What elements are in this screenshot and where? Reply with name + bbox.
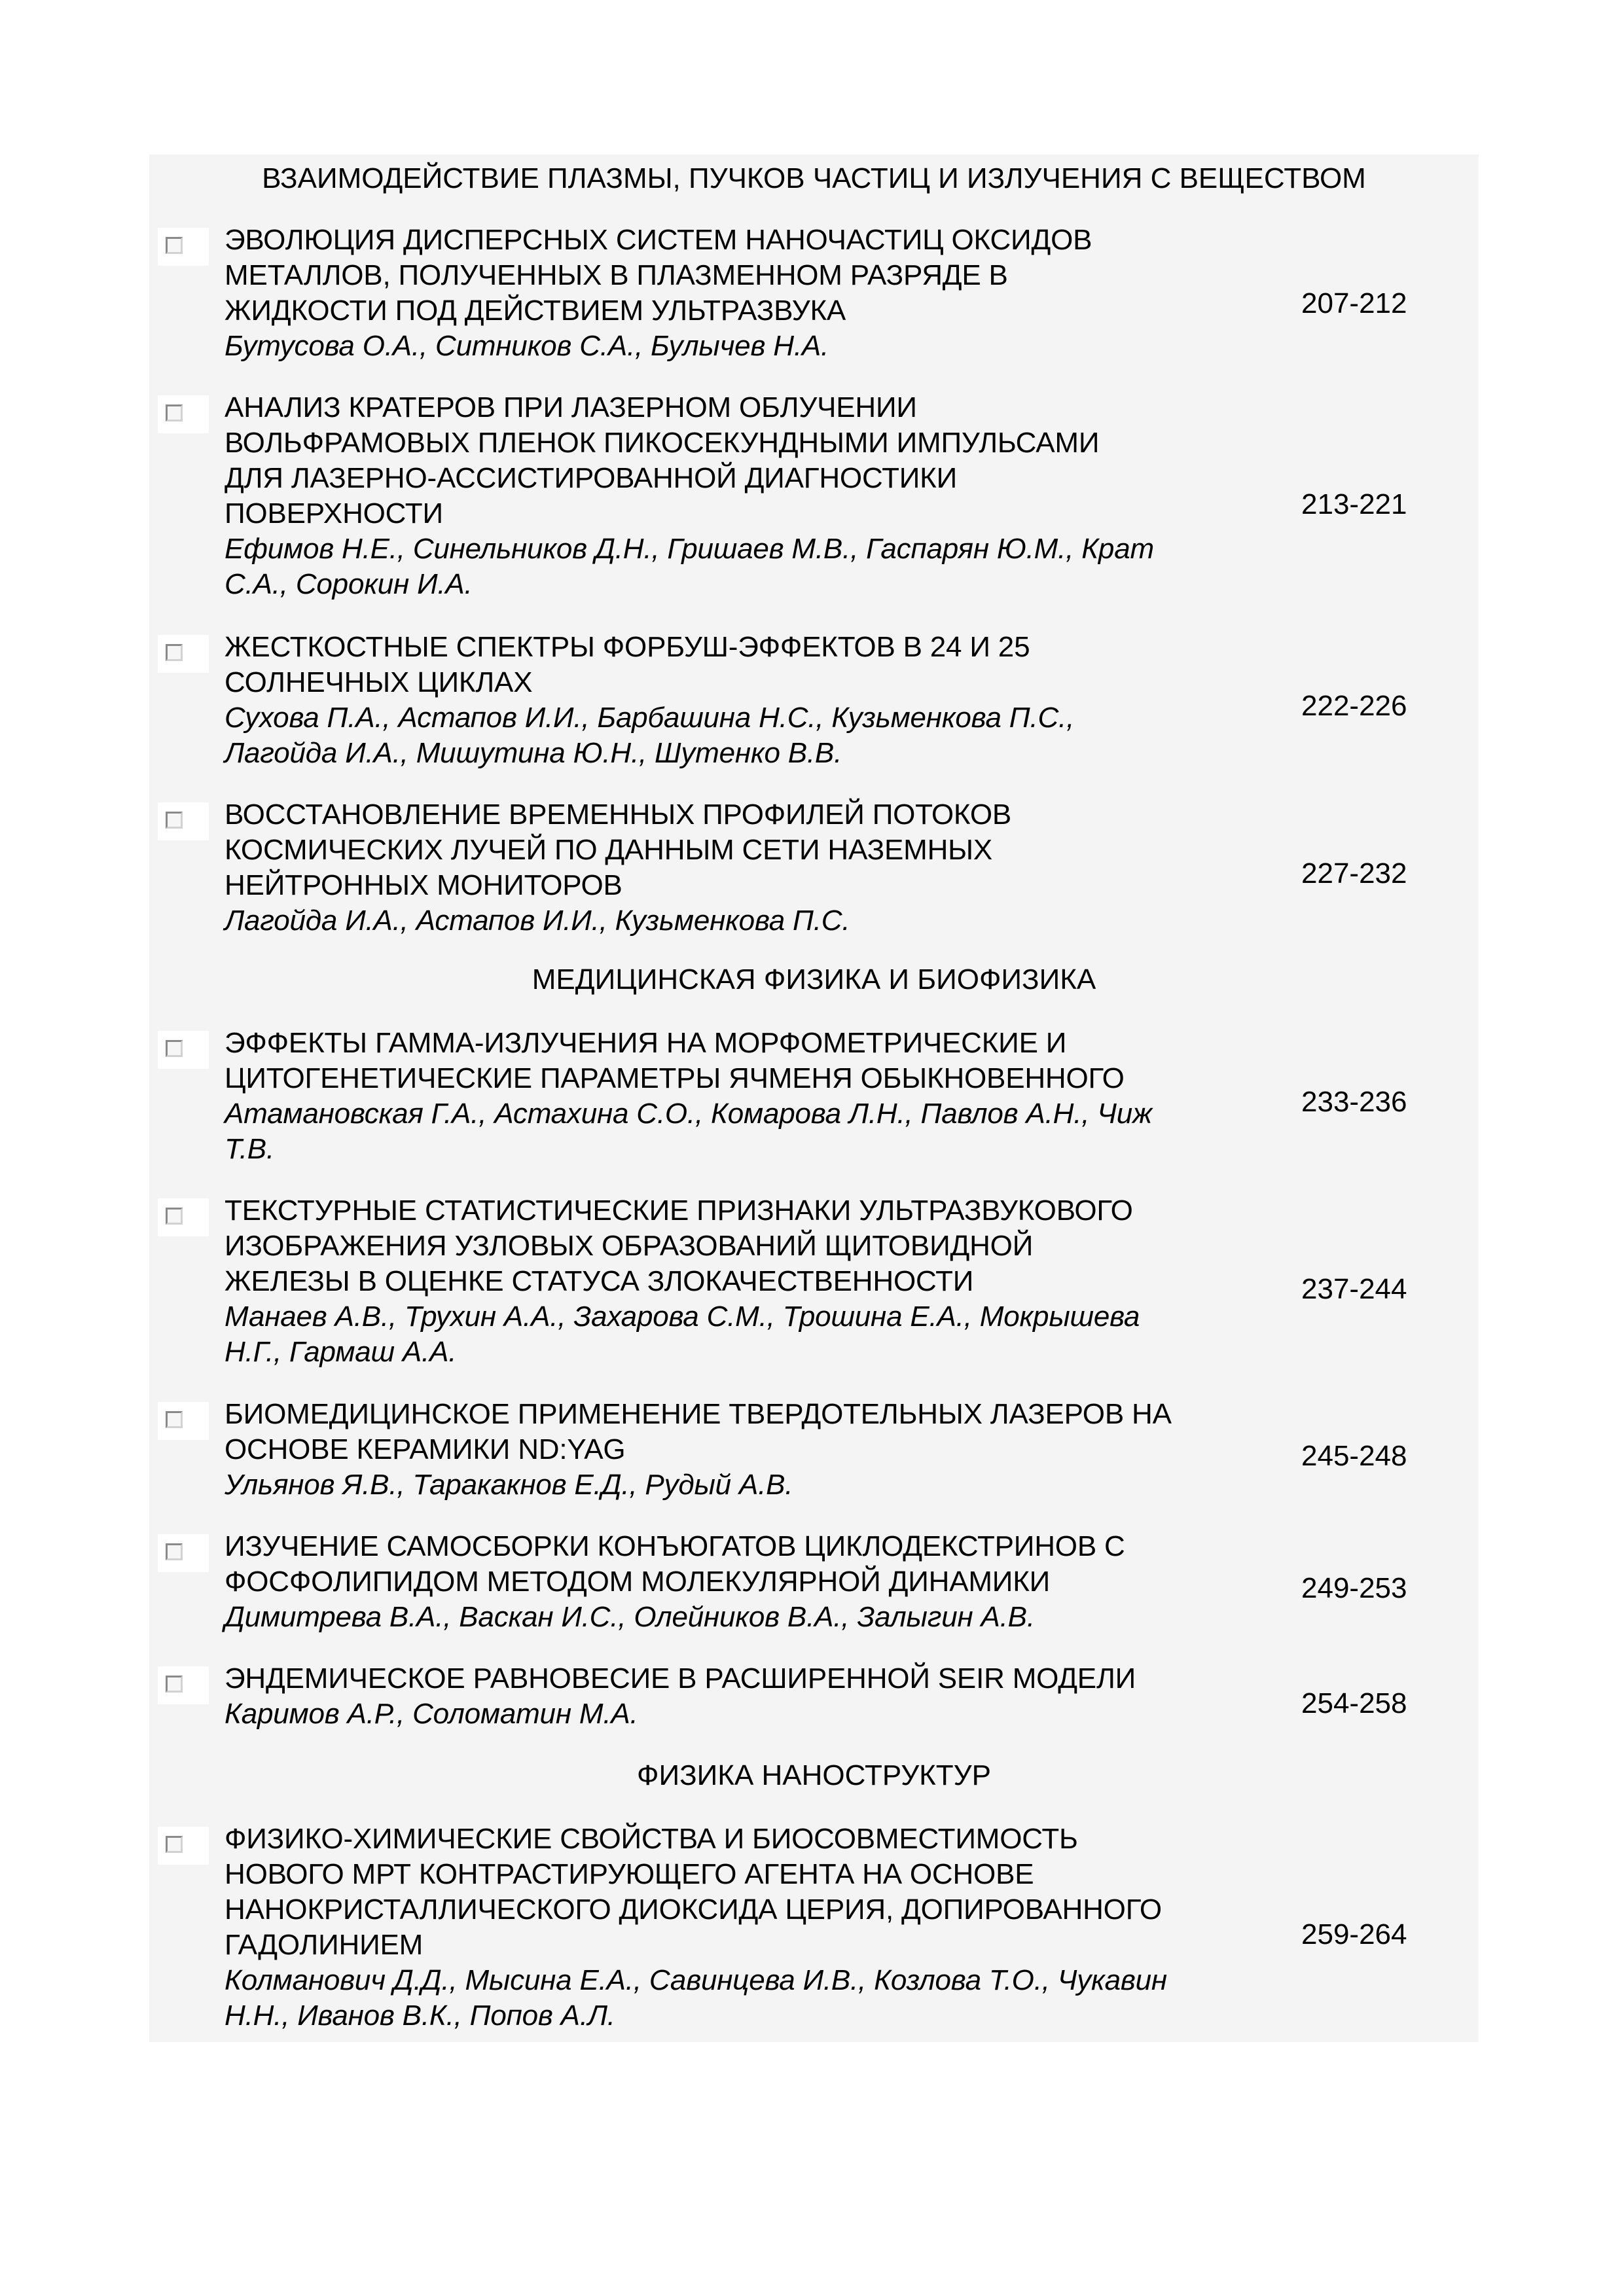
article-authors: Димитрева В.А., Васкан И.С., Олейников В.А., Залыгин А.В.	[225, 1601, 1035, 1633]
article-pages: 233-236	[1301, 1086, 1407, 1118]
checkbox-icon	[166, 812, 183, 829]
article-pages: 237-244	[1301, 1273, 1407, 1305]
article-pages: 249-253	[1301, 1572, 1407, 1604]
article-authors: Лагойда И.А., Астапов И.И., Кузьменкова П.С.	[225, 905, 850, 937]
checkbox-icon	[166, 1543, 183, 1560]
article-authors: Каримов А.Р., Соломатин М.А.	[225, 1698, 638, 1730]
article-title[interactable]: ТЕКСТУРНЫЕ СТАТИСТИЧЕСКИЕ ПРИЗНАКИ УЛЬТРАЗВУКОВОГО ИЗОБРАЖЕНИЯ УЗЛОВЫХ ОБРАЗОВАНИЙ ЩИТОВИДНОЙ ЖЕЛЕЗЫ В ОЦЕНКЕ СТАТУСА ЗЛОКАЧЕСТВЕННОСТИ	[225, 1194, 1133, 1297]
article-title[interactable]: ЭФФЕКТЫ ГАММА-ИЗЛУЧЕНИЯ НА МОРФОМЕТРИЧЕСКИЕ И ЦИТОГЕНЕТИЧЕСКИЕ ПАРАМЕТРЫ ЯЧМЕНЯ ОБЫКНОВЕННОГО	[225, 1027, 1125, 1094]
select-checkbox[interactable]	[158, 1031, 209, 1069]
article-title[interactable]: ЖЕСТКОСТНЫЕ СПЕКТРЫ ФОРБУШ-ЭФФЕКТОВ В 24 И 25 СОЛНЕЧНЫХ ЦИКЛАХ	[225, 631, 1030, 698]
select-checkbox[interactable]	[158, 395, 209, 433]
select-checkbox[interactable]	[158, 1666, 209, 1704]
article-text	[225, 1397, 1246, 1503]
checkbox-icon	[166, 1836, 183, 1853]
article-authors: Сухова П.А., Астапов И.И., Барбашина Н.С., Кузьменкова П.С., Лагойда И.А., Мишутина Ю.Н., Шутенко В.В.	[225, 702, 1075, 769]
select-checkbox[interactable]	[158, 802, 209, 840]
checkbox-icon	[166, 237, 183, 254]
article-pages: 207-212	[1301, 287, 1407, 319]
article-authors: Ефимов Н.Е., Синельников Д.Н., Гришаев М.В., Гаспарян Ю.М., Крат С.А., Сорокин И.А.	[225, 533, 1154, 600]
article-text	[225, 1661, 1246, 1732]
article-pages: 245-248	[1301, 1440, 1407, 1472]
select-checkbox[interactable]	[158, 1827, 209, 1865]
article-authors: Манаев А.В., Трухин А.А., Захарова С.М., Трошина Е.А., Мокрышева Н.Г., Гармаш А.А.	[225, 1300, 1140, 1368]
article-title[interactable]: ФИЗИКО-ХИМИЧЕСКИЕ СВОЙСТВА И БИОСОВМЕСТИМОСТЬ НОВОГО МРТ КОНТРАСТИРУЮЩЕГО АГЕНТА НА ОСНОВЕ НАНОКРИСТАЛЛИЧЕСКОГО ДИОКСИДА ЦЕРИЯ, ДОПИРОВАННОГО ГАДОЛИНИЕМ	[225, 1823, 1162, 1961]
article-text	[225, 630, 1246, 771]
section-title: ФИЗИКА НАНОСТРУКТУР	[637, 1759, 991, 1791]
article-text	[225, 1529, 1246, 1635]
section-title: МЕДИЦИНСКАЯ ФИЗИКА И БИОФИЗИКА	[532, 963, 1096, 996]
article-title[interactable]: ИЗУЧЕНИЕ САМОСБОРКИ КОНЪЮГАТОВ ЦИКЛОДЕКСТРИНОВ С ФОСФОЛИПИДОМ МЕТОДОМ МОЛЕКУЛЯРНОЙ ДИНАМИКИ	[225, 1530, 1125, 1598]
article-authors: Колманович Д.Д., Мысина Е.А., Савинцева И.В., Козлова Т.О., Чукавин Н.Н., Иванов В.К., Попов А.Л.	[225, 1964, 1167, 2032]
article-pages: 259-264	[1301, 1918, 1407, 1950]
checkbox-icon	[166, 1040, 183, 1057]
checkbox-icon	[166, 404, 183, 422]
article-text	[225, 1193, 1246, 1370]
checkbox-icon	[166, 1208, 183, 1225]
article-text	[225, 390, 1246, 602]
article-title[interactable]: ЭНДЕМИЧЕСКОЕ РАВНОВЕСИЕ В РАСШИРЕННОЙ SEIR МОДЕЛИ	[225, 1662, 1136, 1695]
article-title[interactable]: ВОССТАНОВЛЕНИЕ ВРЕМЕННЫХ ПРОФИЛЕЙ ПОТОКОВ КОСМИЧЕСКИХ ЛУЧЕЙ ПО ДАННЫМ СЕТИ НАЗЕМНЫХ НЕЙТРОННЫХ МОНИТОРОВ	[225, 798, 1011, 901]
article-pages: 222-226	[1301, 690, 1407, 722]
section-title: ВЗАИМОДЕЙСТВИЕ ПЛАЗМЫ, ПУЧКОВ ЧАСТИЦ И ИЗЛУЧЕНИЯ С ВЕЩЕСТВОМ	[262, 162, 1366, 194]
article-authors: Атамановская Г.А., Астахина С.О., Комарова Л.Н., Павлов А.Н., Чиж Т.В.	[225, 1098, 1153, 1165]
article-text	[225, 223, 1246, 364]
article-pages: 254-258	[1301, 1687, 1407, 1719]
select-checkbox[interactable]	[158, 1534, 209, 1572]
select-checkbox[interactable]	[158, 635, 209, 673]
article-title[interactable]: АНАЛИЗ КРАТЕРОВ ПРИ ЛАЗЕРНОМ ОБЛУЧЕНИИ ВОЛЬФРАМОВЫХ ПЛЕНОК ПИКОСЕКУНДНЫМИ ИМПУЛЬСАМИ ДЛЯ ЛАЗЕРНО-АССИСТИРОВАННОЙ ДИАГНОСТИКИ ПОВЕРХНОСТИ	[225, 391, 1100, 529]
contents-panel	[149, 154, 1479, 2042]
checkbox-icon	[166, 1676, 183, 1693]
select-checkbox[interactable]	[158, 1198, 209, 1236]
checkbox-icon	[166, 1411, 183, 1428]
checkbox-icon	[166, 644, 183, 661]
article-title[interactable]: ЭВОЛЮЦИЯ ДИСПЕРСНЫХ СИСТЕМ НАНОЧАСТИЦ ОКСИДОВ МЕТАЛЛОВ, ПОЛУЧЕННЫХ В ПЛАЗМЕННОМ РАЗРЯДЕ В ЖИДКОСТИ ПОД ДЕЙСТВИЕМ УЛЬТРАЗВУКА	[225, 224, 1092, 327]
article-pages: 213-221	[1301, 488, 1407, 520]
article-pages: 227-232	[1301, 857, 1407, 889]
article-text	[225, 797, 1246, 939]
article-text	[225, 1821, 1246, 2034]
article-text	[225, 1026, 1246, 1167]
article-title[interactable]: БИОМЕДИЦИНСКОЕ ПРИМЕНЕНИЕ ТВЕРДОТЕЛЬНЫХ ЛАЗЕРОВ НА ОСНОВЕ КЕРАМИКИ ND:YAG	[225, 1398, 1172, 1465]
select-checkbox[interactable]	[158, 1402, 209, 1440]
article-authors: Бутусова О.А., Ситников С.А., Булычев Н.А.	[225, 330, 829, 362]
select-checkbox[interactable]	[158, 228, 209, 266]
article-authors: Ульянов Я.В., Таракакнов Е.Д., Рудый А.В.	[225, 1469, 793, 1501]
